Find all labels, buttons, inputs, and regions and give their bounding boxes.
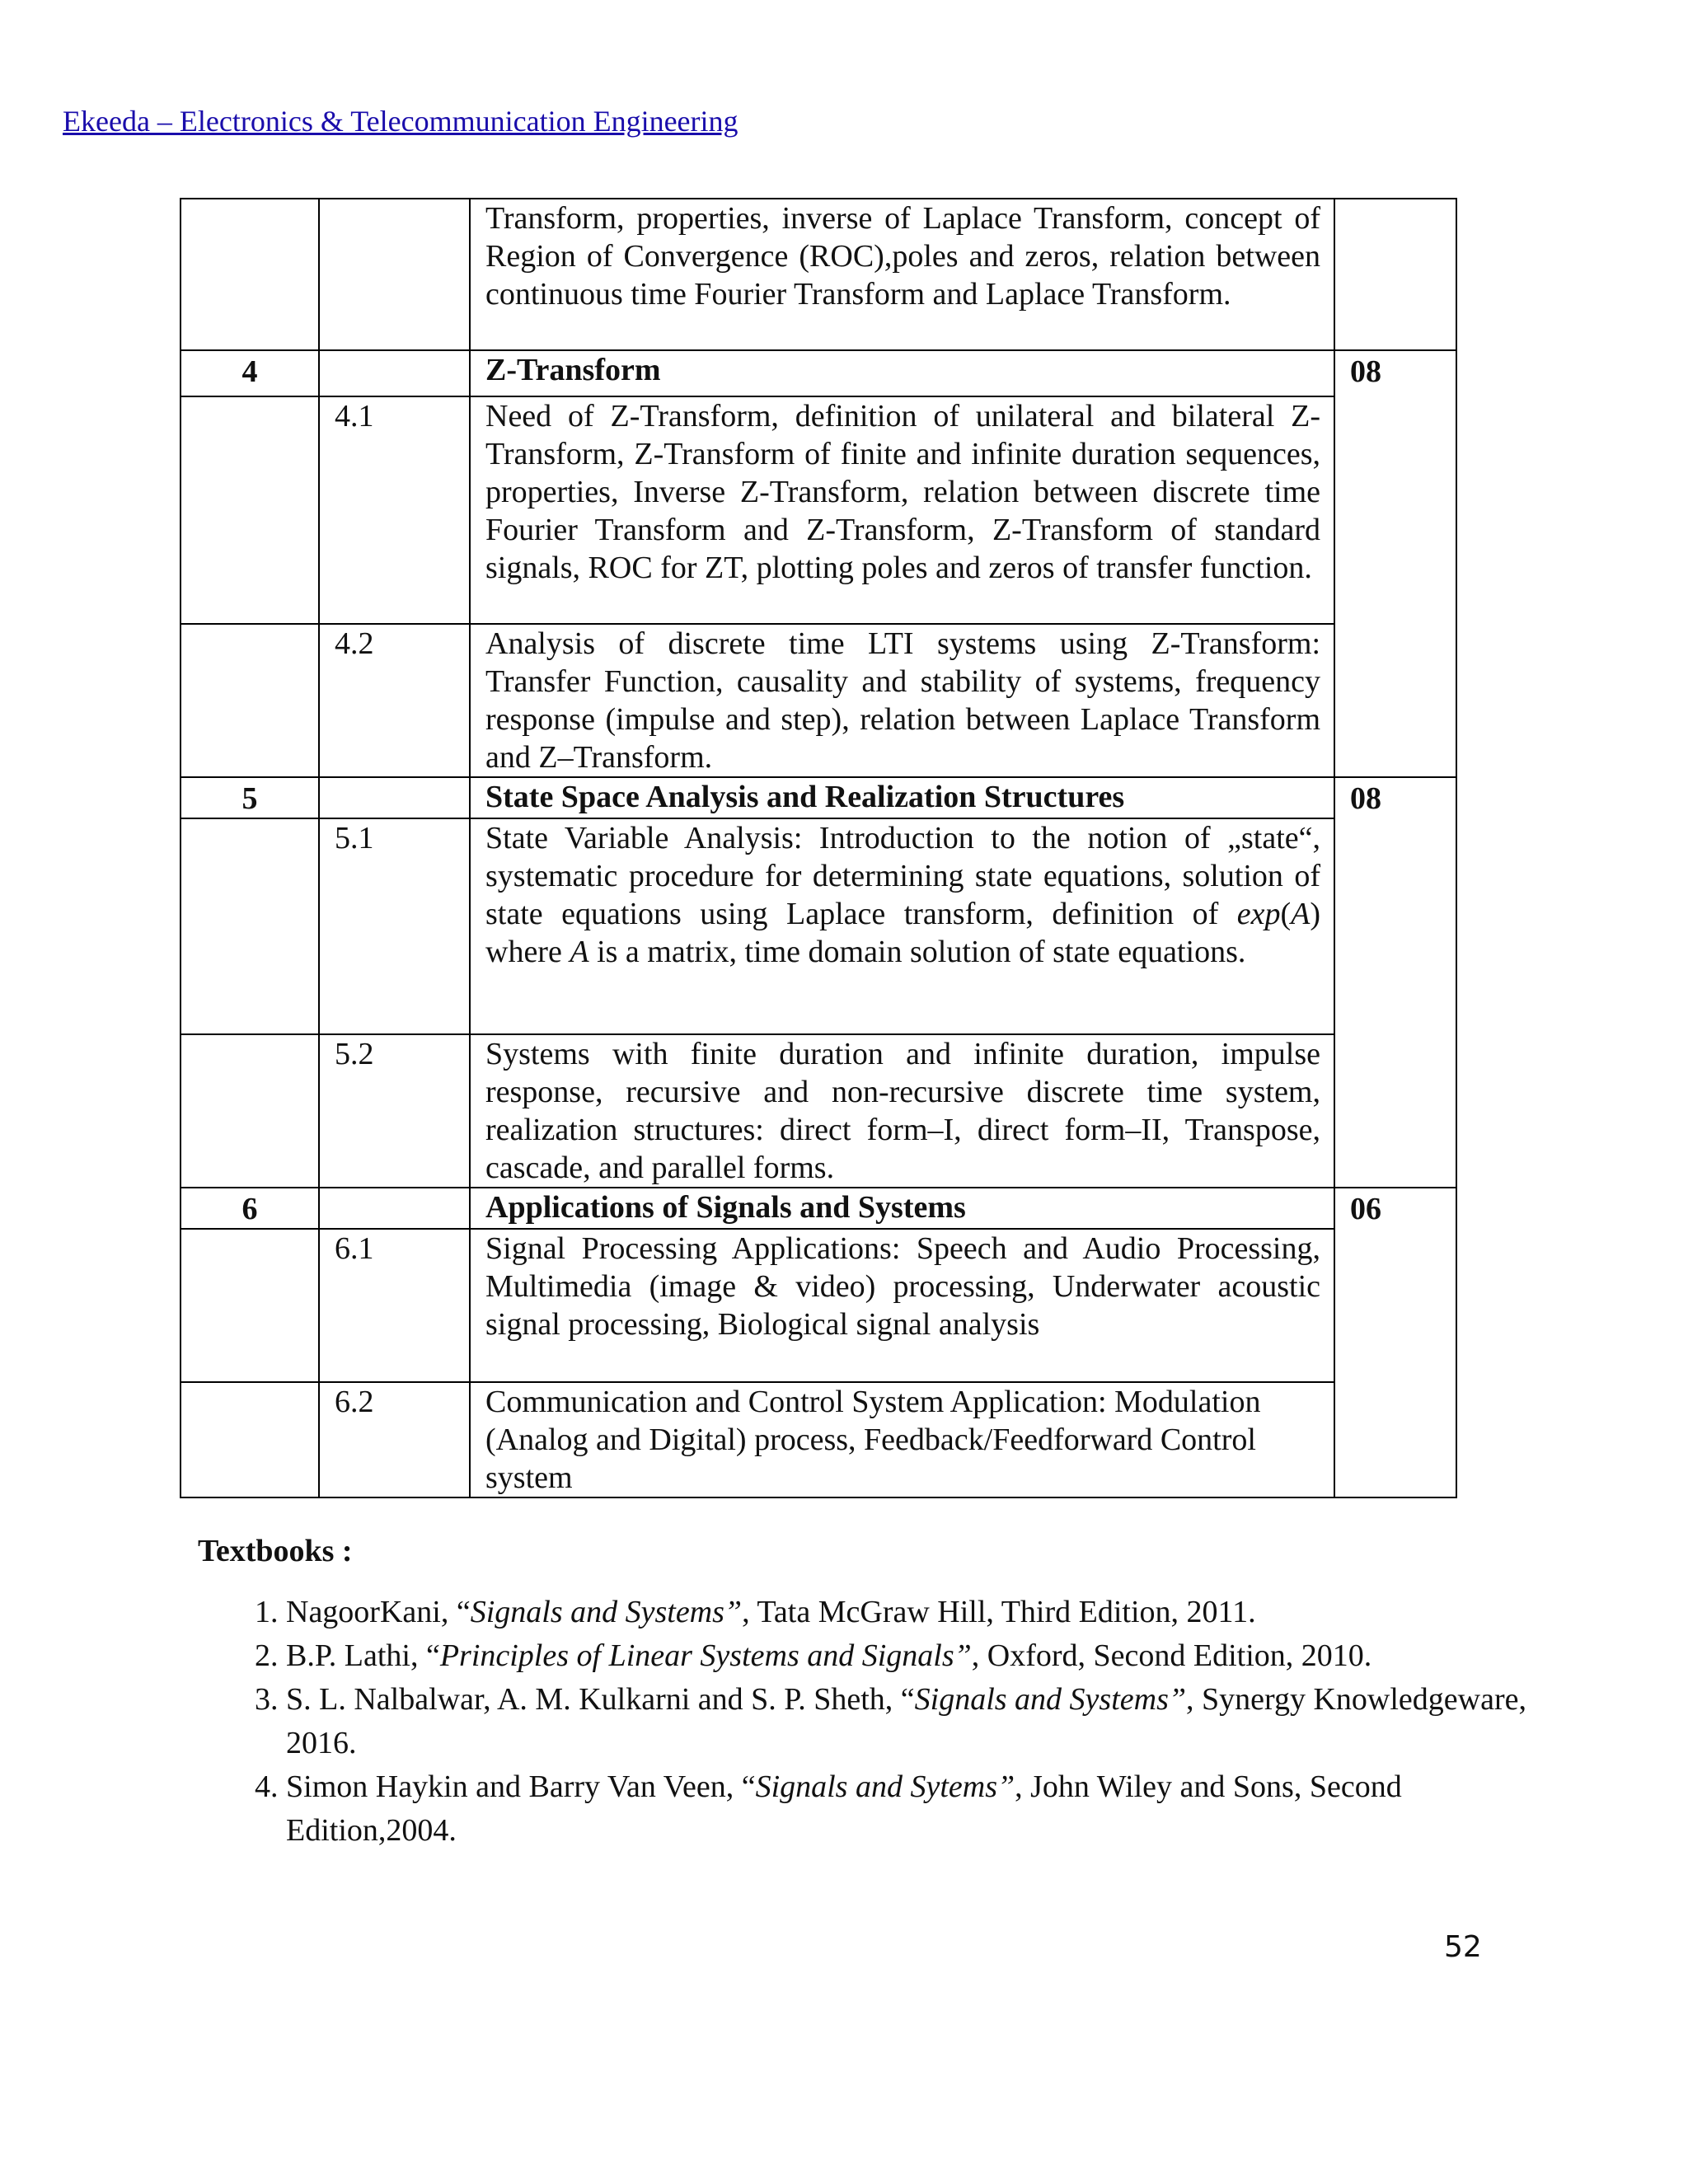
textbook-list: [216, 1591, 1539, 1853]
module-cell: [181, 199, 319, 350]
table-row: [181, 396, 1456, 624]
sub-cell: 6.2: [319, 1382, 470, 1497]
sub-cell: [319, 1188, 470, 1229]
module-cell: [181, 1229, 319, 1382]
module-cell: [181, 624, 319, 777]
detail-cell: Analysis of discrete time LTI systems using Z-Transform: Transfer Function, causality and stability of systems, frequency response (impulse and step), relation between Laplace Transform and Z–Transform.: [470, 624, 1334, 777]
table-row: [181, 1229, 1456, 1382]
hours-cell: 06: [1334, 1188, 1456, 1497]
sub-cell: 4.2: [319, 624, 470, 777]
table-row: [181, 1034, 1456, 1188]
list-item: 4. Simon Haykin and Barry Van Veen, “Signals and Sytems”, John Wiley and Sons, Second Edition,2004.: [286, 1765, 1539, 1853]
sub-cell: 6.1: [319, 1229, 470, 1382]
hours-cell: 08: [1334, 350, 1456, 777]
detail-cell: Signal Processing Applications: Speech and Audio Processing, Multimedia (image & video) processing, Underwater acoustic signal processing, Biological signal analysis: [470, 1229, 1334, 1382]
hours-cell: 08: [1334, 777, 1456, 1188]
module-cell: 6: [181, 1188, 319, 1229]
header-link[interactable]: Ekeeda – Electronics & Telecommunication Engineering: [63, 105, 738, 138]
hours-cell: [1334, 199, 1456, 350]
page-number: 52: [1444, 1930, 1482, 1964]
module-title-cell: Z-Transform: [470, 350, 1334, 396]
table-row: [181, 818, 1456, 1034]
detail-cell: Transform, properties, inverse of Laplace Transform, concept of Region of Convergence (ROC),poles and zeros, relation between continuous time Fourier Transform and Laplace Transform.: [470, 199, 1334, 350]
table-row: [181, 624, 1456, 777]
table-row: [181, 1382, 1456, 1497]
table-row: [181, 777, 1456, 818]
sub-cell: 5.2: [319, 1034, 470, 1188]
module-cell: [181, 396, 319, 624]
table-row: [181, 1188, 1456, 1229]
module-cell: [181, 1034, 319, 1188]
list-item: 1. NagoorKani, “Signals and Systems”, Tata McGraw Hill, Third Edition, 2011.: [286, 1591, 1539, 1634]
list-item: 2. B.P. Lathi, “Principles of Linear Systems and Signals”, Oxford, Second Edition, 2010.: [286, 1634, 1539, 1678]
detail-cell: Communication and Control System Application: Modulation (Analog and Digital) process, Feedback/Feedforward Control system: [470, 1382, 1334, 1497]
module-title-cell: Applications of Signals and Systems: [470, 1188, 1334, 1229]
sub-cell: 4.1: [319, 396, 470, 624]
sub-cell: [319, 777, 470, 818]
textbooks-heading: Textbooks :: [198, 1534, 353, 1568]
sub-cell: [319, 350, 470, 396]
sub-cell: [319, 199, 470, 350]
table-row: [181, 199, 1456, 350]
module-cell: [181, 1382, 319, 1497]
module-cell: 4: [181, 350, 319, 396]
detail-cell: Need of Z-Transform, definition of unilateral and bilateral Z-Transform, Z-Transform of finite and infinite duration sequences, properties, Inverse Z-Transform, relation between discrete time Fourier Transform and Z-Transform, Z-Transform of standard signals, ROC for ZT, plotting poles and zeros of transfer function.: [470, 396, 1334, 624]
module-cell: [181, 818, 319, 1034]
sub-cell: 5.1: [319, 818, 470, 1034]
module-title-cell: State Space Analysis and Realization Structures: [470, 777, 1334, 818]
detail-cell: State Variable Analysis: Introduction to the notion of „state“, systematic procedure for determining state equations, solution of state equations using Laplace transform, definition of exp(A) where A is a matrix, time domain solution of state equations.: [470, 818, 1334, 1034]
detail-cell: Systems with finite duration and infinite duration, impulse response, recursive and non-recursive discrete time system, realization structures: direct form–I, direct form–II, Transpose, cascade, and parallel forms.: [470, 1034, 1334, 1188]
list-item: 3. S. L. Nalbalwar, A. M. Kulkarni and S. P. Sheth, “Signals and Systems”, Synergy Knowledgeware, 2016.: [286, 1678, 1539, 1765]
syllabus-table: [180, 198, 1457, 1498]
table-row: [181, 350, 1456, 396]
module-cell: 5: [181, 777, 319, 818]
